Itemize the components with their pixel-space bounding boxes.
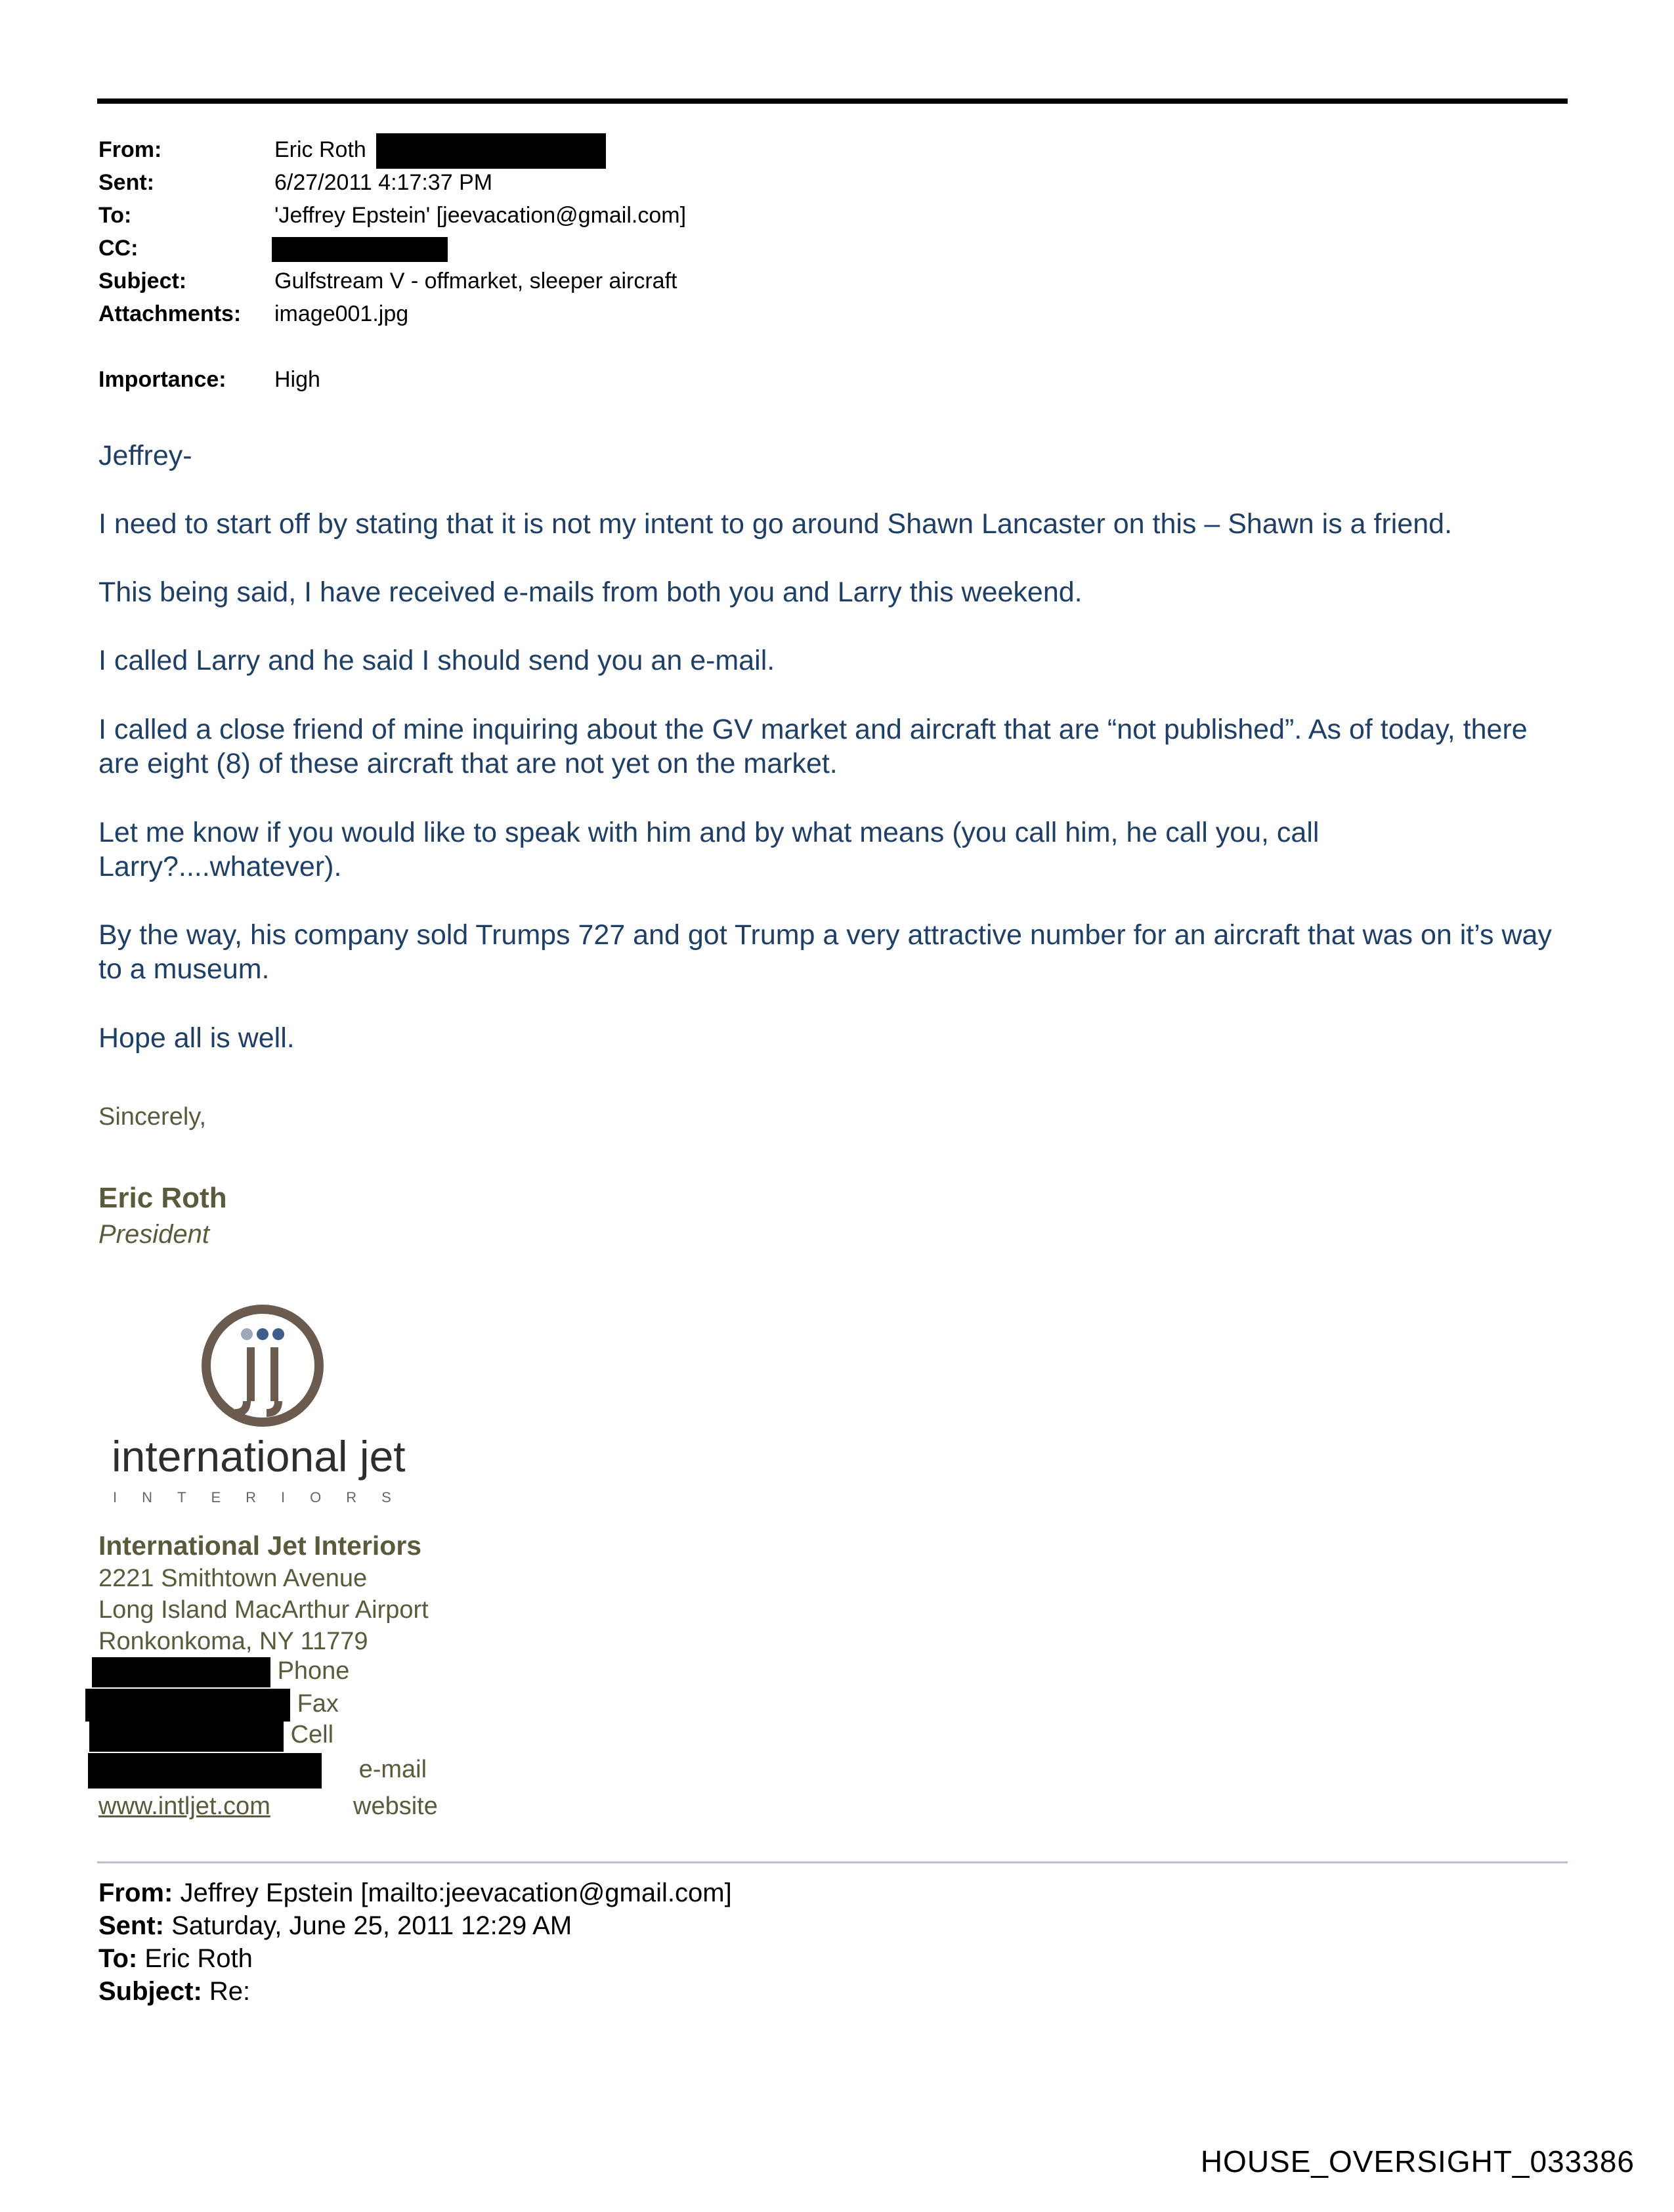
logo-wordmark: international jet bbox=[112, 1432, 406, 1481]
logo-subtext: INTERIORS bbox=[113, 1489, 416, 1506]
bates-number: HOUSE_OVERSIGHT_033386 bbox=[1200, 2144, 1635, 2179]
original-from-value: Jeffrey Epstein [mailto:jeevacation@gmail.com] bbox=[180, 1878, 732, 1907]
subject-label: Subject: bbox=[98, 269, 187, 293]
website-label: website bbox=[353, 1792, 438, 1820]
original-subject-row bbox=[98, 1975, 250, 2008]
signature-name: Eric Roth bbox=[98, 1182, 227, 1214]
address-line-1: 2221 Smithtown Avenue bbox=[98, 1565, 368, 1592]
attachments-label: Attachments: bbox=[98, 301, 242, 326]
from-value bbox=[274, 133, 606, 169]
paragraph-6: By the way, his company sold Trumps 727 and got Trump a very attractive number for an aircraft that was on it’s way to a museum. bbox=[98, 919, 1552, 985]
from-label: From: bbox=[98, 137, 162, 162]
sent-label: Sent: bbox=[98, 170, 154, 195]
signature-title: President bbox=[98, 1220, 209, 1249]
fax-label: Fax bbox=[297, 1690, 339, 1718]
greeting: Jeffrey- bbox=[98, 440, 192, 471]
paragraph-5: Let me know if you would like to speak with him and by what means (you call him, he call you, call Larry?....whatever). bbox=[98, 817, 1320, 882]
email-label: e-mail bbox=[358, 1756, 427, 1784]
original-subject-label: Subject: bbox=[98, 1977, 202, 2006]
to-label: To: bbox=[98, 203, 132, 228]
quoted-message-divider bbox=[97, 1861, 1568, 1863]
address-line-3: Ronkonkoma, NY 11779 bbox=[98, 1628, 368, 1655]
to-value: 'Jeffrey Epstein' [jeevacation@gmail.com] bbox=[274, 203, 687, 228]
company-logo bbox=[98, 1274, 427, 1517]
redaction-block bbox=[88, 1753, 322, 1789]
attachments-value[interactable]: image001.jpg bbox=[274, 301, 409, 326]
fax-row bbox=[85, 1689, 339, 1722]
company-name: International Jet Interiors bbox=[98, 1530, 422, 1561]
cc-label: CC: bbox=[98, 236, 139, 261]
logo-mark-icon bbox=[98, 1274, 427, 1431]
paragraph-4: I called a close friend of mine inquiring about the GV market and aircraft that are “not published”. As of today, there are eight (8) of these aircraft that are not yet on the market. bbox=[98, 714, 1528, 779]
original-sent-row bbox=[98, 1909, 572, 1942]
redaction-block bbox=[85, 1689, 290, 1722]
website-link[interactable]: www.intljet.com bbox=[98, 1792, 270, 1820]
original-to-value: Eric Roth bbox=[144, 1944, 253, 1973]
phone-row bbox=[92, 1657, 349, 1687]
original-from-row bbox=[98, 1876, 732, 1909]
subject-value: Gulfstream V - offmarket, sleeper aircraft bbox=[274, 269, 677, 293]
importance-label: Importance: bbox=[98, 367, 226, 392]
redaction-block bbox=[272, 237, 448, 262]
phone-label: Phone bbox=[277, 1657, 350, 1685]
closing: Sincerely, bbox=[98, 1103, 207, 1131]
redaction-block bbox=[89, 1720, 284, 1752]
email-row bbox=[88, 1753, 427, 1789]
sent-value: 6/27/2011 4:17:37 PM bbox=[274, 170, 493, 195]
paragraph-7: Hope all is well. bbox=[98, 1022, 295, 1054]
paragraph-2: This being said, I have received e-mails from both you and Larry this weekend. bbox=[98, 576, 1083, 608]
original-sent-value: Saturday, June 25, 2011 12:29 AM bbox=[171, 1911, 572, 1940]
cell-label: Cell bbox=[290, 1721, 334, 1749]
original-sent-label: Sent: bbox=[98, 1911, 164, 1940]
paragraph-1: I need to start off by stating that it is not my intent to go around Shawn Lancaster on this – Shawn is a friend. bbox=[98, 508, 1453, 540]
original-to-row bbox=[98, 1942, 253, 1975]
top-divider bbox=[97, 98, 1568, 104]
original-to-label: To: bbox=[98, 1944, 138, 1973]
paragraph-3: I called Larry and he said I should send you an e-mail. bbox=[98, 645, 775, 676]
original-subject-value: Re: bbox=[209, 1977, 251, 2006]
address-line-2: Long Island MacArthur Airport bbox=[98, 1596, 429, 1624]
cc-value bbox=[274, 232, 448, 265]
redaction-block bbox=[376, 133, 606, 169]
original-from-label: From: bbox=[98, 1878, 173, 1907]
from-name: Eric Roth bbox=[274, 137, 366, 162]
importance-value: High bbox=[274, 367, 320, 392]
redaction-block bbox=[92, 1657, 270, 1687]
cell-row bbox=[89, 1720, 333, 1752]
